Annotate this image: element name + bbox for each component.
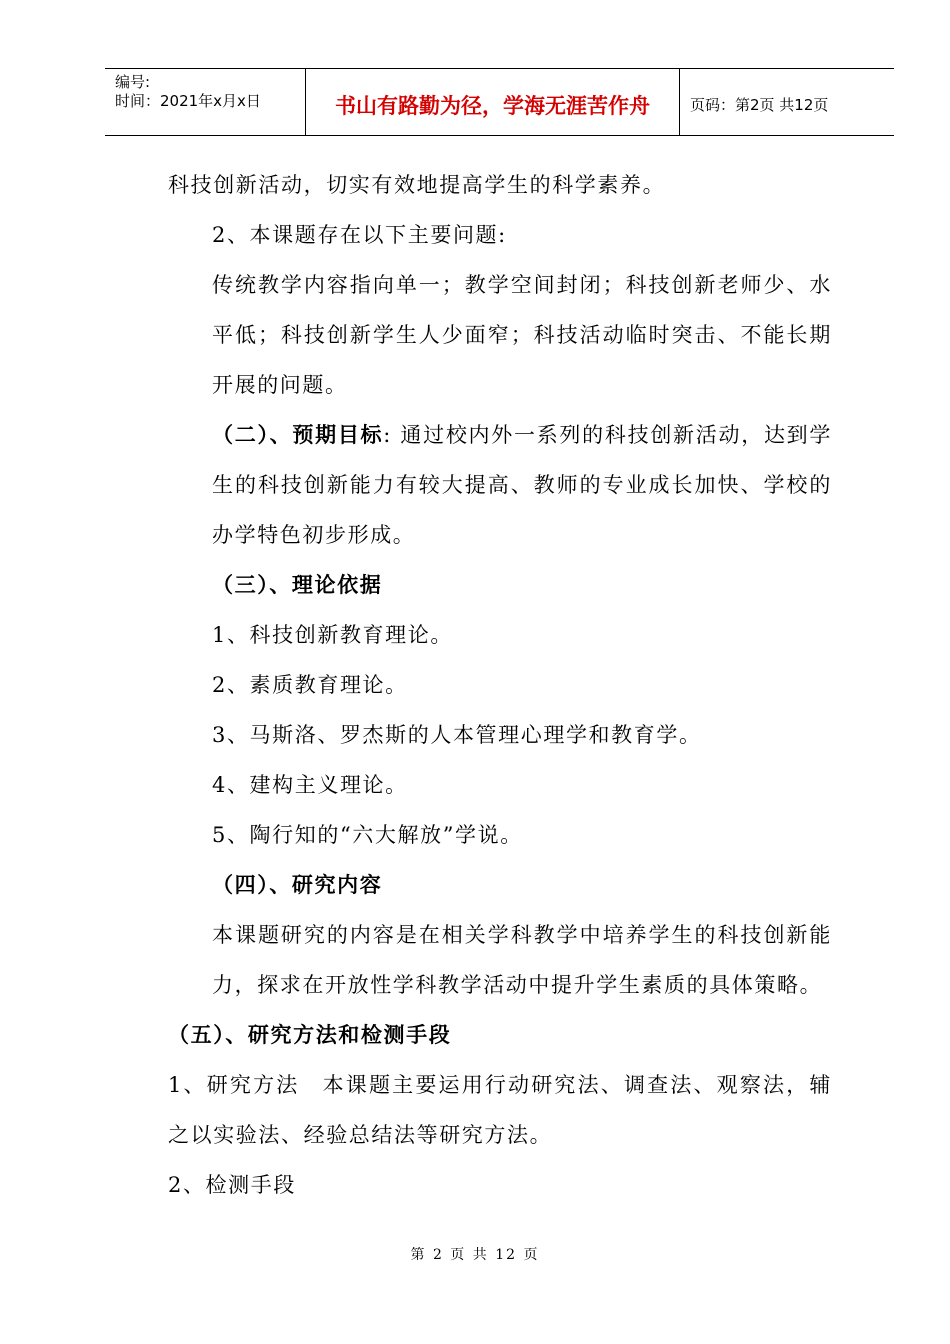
- content-heading: （四）、研究内容: [212, 873, 383, 897]
- theory-item: 5、陶行知的“六大解放”学说。: [212, 823, 523, 847]
- method-heading: （五）、研究方法和检测手段: [168, 1023, 452, 1047]
- theory-item: 4、建构主义理论。: [212, 773, 408, 797]
- time-label: 时间：2021年x月x日: [115, 92, 261, 110]
- content-text: 本课题研究的内容是在相关学科教学中培养学生的科技创新能力，探求在开放性学科教学活动中提升学生素质的具体策略。: [212, 923, 832, 997]
- header-motto-cell: [306, 69, 680, 135]
- theory-heading: （三）、理论依据: [212, 573, 383, 597]
- goal-text: : 通过校内外一系列的科技创新活动，达到学生的科技创新能力有较大提高、教师的专业成长加快、学校的办学特色初步形成。: [212, 423, 832, 547]
- theory-item: 1、科技创新教育理论。: [212, 623, 453, 647]
- header-page-cell: [680, 69, 894, 135]
- document-body: [168, 160, 832, 1210]
- page-footer: 第 2 页 共 12 页: [410, 1247, 540, 1263]
- detect-label: 2、检测手段: [168, 1173, 296, 1197]
- method-text: 1、研究方法 本课题主要运用行动研究法、调查法、观察法，辅之以实验法、经验总结法等研究方法。: [168, 1073, 832, 1147]
- page-header: [105, 68, 894, 136]
- problems-text: 传统教学内容指向单一；教学空间封闭；科技创新老师少、水平低；科技创新学生人少面窄；科技活动临时突击、不能长期开展的问题。: [212, 273, 832, 397]
- motto-text: 书山有路勤为径，学海无涯苦作舟: [335, 94, 650, 118]
- number-label: 编号:: [115, 73, 151, 91]
- page-code: 页码：第2页 共12页: [690, 95, 829, 114]
- goal-heading: （二）、预期目标: [212, 423, 384, 447]
- header-meta-cell: [105, 69, 306, 135]
- theory-item: 3、马斯洛、罗杰斯的人本管理心理学和教育学。: [212, 723, 702, 747]
- goal-paragraph: [168, 410, 832, 560]
- paragraph-continuation: 科技创新活动，切实有效地提高学生的科学素养。: [168, 173, 666, 197]
- problems-intro: 2、本课题存在以下主要问题:: [212, 223, 507, 247]
- theory-item: 2、素质教育理论。: [212, 673, 408, 697]
